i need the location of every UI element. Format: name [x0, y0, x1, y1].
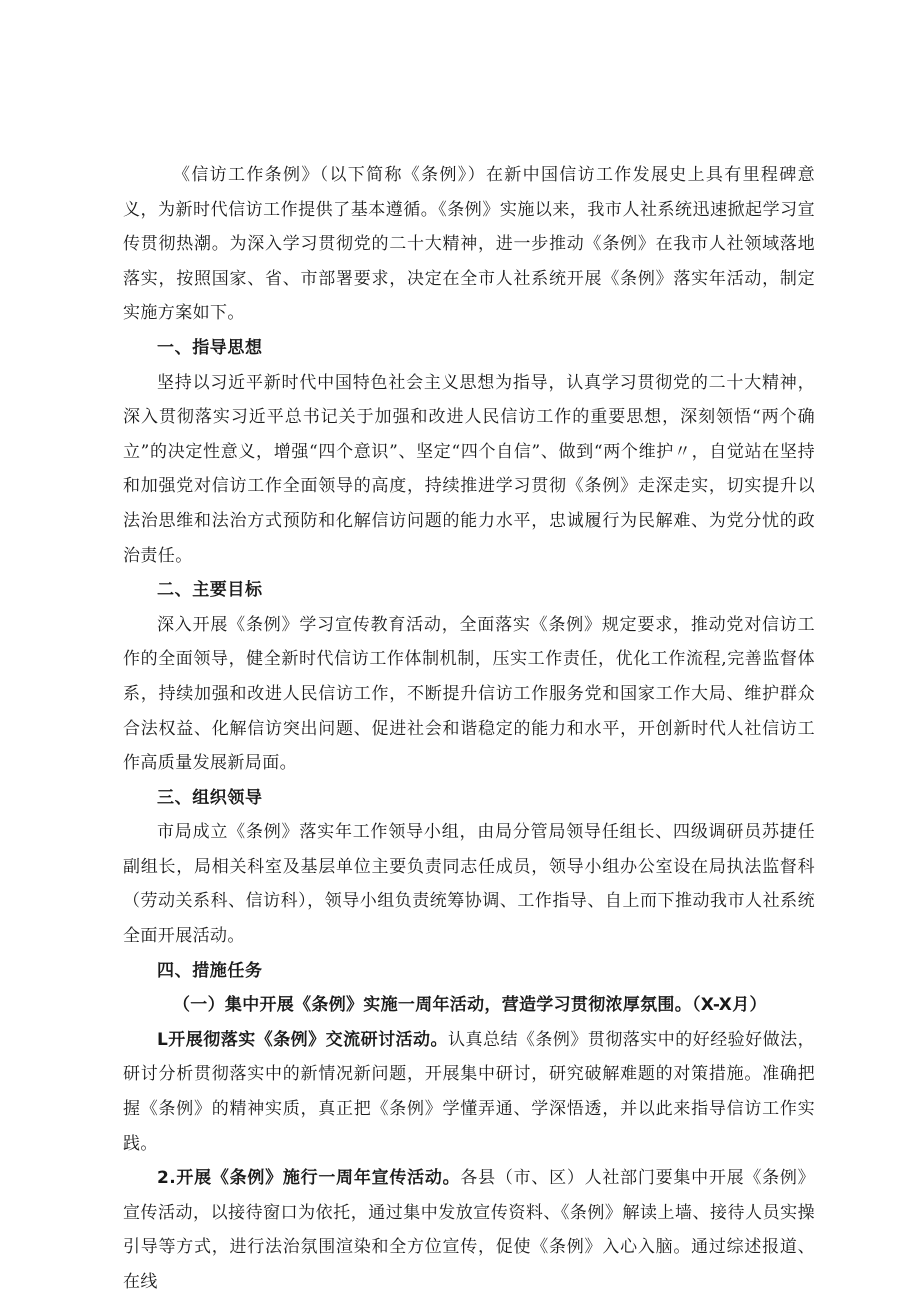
subsection-title: （一）集中开展《条例》实施一周年活动，营造学习贯彻浓厚氛围。（X-X月） — [173, 995, 767, 1016]
task-item-lead: L开展彻落实《条例》交流研讨活动。 — [157, 1029, 448, 1050]
task-item — [123, 1161, 815, 1299]
section-heading-measures: 四、措施任务 — [157, 960, 263, 981]
task-item-body: 各县（市、区）人社部门要集中开展《条例》宣传活动，以接待窗口为依托，通过集中发放宣传资料、《条例》解读上墙、接待人员实操引导等方式，进行法治氛围渲染和全方位宣传，促使《条例》入心入脑。通过综述报道、在线 — [123, 1168, 815, 1292]
section-body-guiding-ideology: 坚持以习近平新时代中国特色社会主义思想为指导，认真学习贯彻党的二十大精神，深入贯彻落实习近平总书记关于加强和改进人民信访工作的重要思想，深刻领悟“两个确立”的决定性意义，增强“四个意识”、坚定“四个自信”、做到“两个维护〃，自觉站在坚持和加强党对信访工作全面领导的高度，持续推进学习贯彻《条例》走深走实，切实提升以法治思维和法治方式预防和化解信访问题的能力水平，忠诚履行为民解难、为党分忧的政治责任。 — [123, 372, 815, 566]
document-page — [123, 158, 815, 1300]
section-heading-guiding-ideology: 一、指导思想 — [157, 337, 263, 358]
section-body-organization: 市局成立《条例》落实年工作领导小组，由局分管局领导任组长、四级调研员苏捷任副组长，局相关科室及基层单位主要负责同志任成员，领导小组办公室设在局执法监督科（劳动关系科、信访科），领导小组负责统筹协调、工作指导、自上而下推动我市人社系统全面开展活动。 — [123, 822, 815, 947]
task-item-lead: 2.开展《条例》施行一周年宣传活动。 — [157, 1168, 461, 1189]
task-item — [123, 1023, 815, 1161]
task-item-body: 认真总结《条例》贯彻落实中的好经验好做法，研讨分析贯彻落实中的新情况新问题，开展集中研讨，研究破解难题的对策措施。准确把握《条例》的精神实质，真正把《条例》学懂弄通、学深悟透，并以此来指导信访工作实践。 — [123, 1029, 815, 1154]
section-body-main-goals: 深入开展《条例》学习宣传教育活动，全面落实《条例》规定要求，推动党对信访工作的全面领导，健全新时代信访工作体制机制，压实工作责任，优化工作流程,完善监督体系，持续加强和改进人民信访工作，不断提升信访工作服务党和国家工作大局、维护群众合法权益、化解信访突出问题、促进社会和谐稳定的能力和水平，开创新时代人社信访工作高质量发展新局面。 — [123, 614, 815, 774]
section-heading-organization: 三、组织领导 — [157, 787, 263, 808]
intro-paragraph: 《信访工作条例》（以下简称《条例》）在新中国信访工作发展史上具有里程碑意义，为新时代信访工作提供了基本遵循。《条例》实施以来，我市人社系统迅速掀起学习宣传贯彻热潮。为深入学习贯彻党的二十大精神，进一步推动《条例》在我市人社领域落地落实，按照国家、省、市部署要求，决定在全市人社系统开展《条例》落实年活动，制定实施方案如下。 — [123, 165, 815, 324]
section-heading-main-goals: 二、主要目标 — [157, 580, 263, 601]
